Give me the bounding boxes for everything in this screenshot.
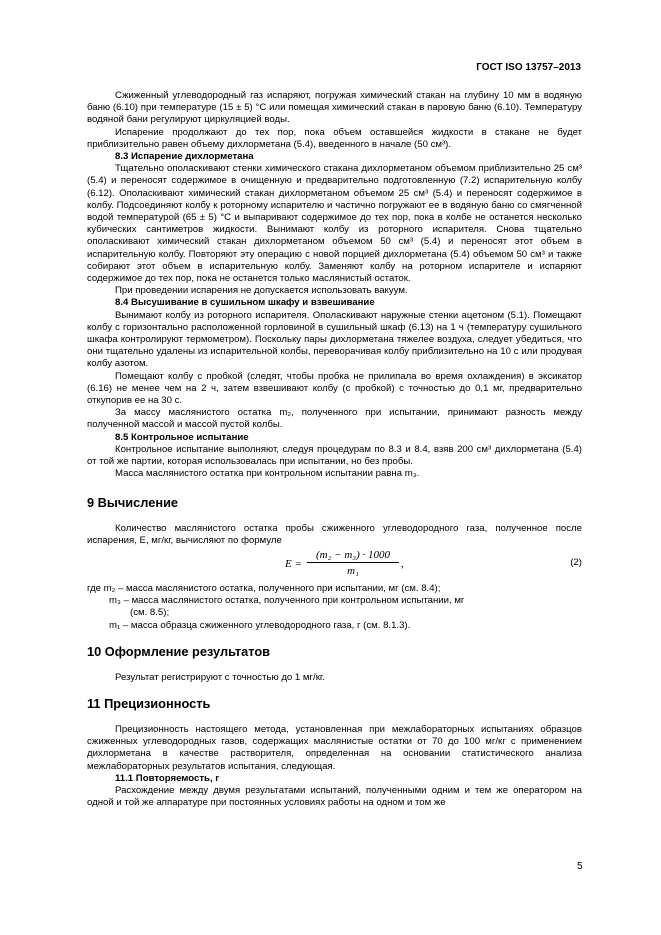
paragraph-10-1: Результат регистрируют с точностью до 1 мг/кг.: [115, 671, 325, 683]
paragraph-8-5-1: Контрольное испытание выполняют, следуя процедурам по 8.3 и 8.4, взяв 200 см³ дихлорметана (5.4) от той же партии, которая использовалась при испытании, но без пробы.: [87, 443, 582, 468]
formula-2: [87, 549, 582, 583]
subsection-8-3-title: 8.3 Испарение дихлорметана: [115, 151, 254, 163]
paragraph-8-4-3: За массу маслянистого остатка m₂, полученного при испытании, принимают разность между полученной массой и массой пустой колбы.: [87, 407, 582, 431]
paragraph-11-1-1: Расхождение между двумя результатами испытаний, полученными одним и тем же оператором на одной и той же аппаратуре при постоянных условиях работы на одном и том же: [87, 784, 582, 809]
paragraph-8-3-1: Тщательно ополаскивают стенки химического стакана дихлорметаном объемом приблизительно 25 см³ (5.4) и переносят содержимое в очищенную и предварительно подготовленную (7.2) испарительную колбу (6.12). Ополаскивают химический стакан дихлорметаном объемом 25 см³ (5.4) и переносят содержимое в колбу. Подсоединяют колбу к роторному испарителю и частично погружают ее в водяную баню со смягченной водой температурой (65 ± 5) °C и выпаривают содержимое до тех пор, пока в колбе не останется несколько кубических сантиметров жидкости. Вынимают колбу из роторного испарителя. Снова тщательно ополаскивают химический стакан дихлорметаном объемом 50 см³ (5.4) и переносят этот объем в испарительную колбу. Повторяют эту операцию с новой порцией дихлорметана (5.4) объемом 50 см³ и также собирают этот объем в испарительную колбу. Заменяют колбу на роторном испарителе и испаряют содержимое до тех пор, пока не останется только маслянистый остаток.: [87, 163, 582, 285]
legend-line-m3: m₃ – масса маслянистого остатка, полученного при контрольном испытании, мг: [109, 595, 465, 607]
subsection-8-4-title: 8.4 Высушивание в сушильном шкафу и взвешивание: [115, 297, 375, 309]
section-11-title: 11 Прецизионность: [87, 695, 211, 711]
section-9-title: 9 Вычисление: [87, 494, 179, 510]
formula-denominator: m₁: [347, 565, 359, 578]
subsection-8-5-title: 8.5 Контрольное испытание: [115, 431, 249, 443]
paragraph-intro-1: Сжиженный углеводородный газ испаряют, погружая химический стакан на глубину 10 мм в водяную баню (6.10) при температуре (15 ± 5) °C или помещая химический стакан в паровую баню (6.10). Температуру водяной бани регулируют циркуляцией воды.: [87, 90, 582, 126]
paragraph-9-1: Количество маслянистого остатка пробы сжиженного углеводородного газа, полученное после испарения, E, мг/кг, вычисляют по формуле: [87, 522, 582, 546]
paragraph-8-4-1: Вынимают колбу из роторного испарителя. Ополаскивают наружные стенки ацетоном (5.1). Помещают колбу с горизонтально расположенной горловиной в сушильный шкаф (6.13) на 1 ч (температуру сушильного шкафа контролируют термометром). Поскольку пары дихлорметана тяжелее воздуха, следует убедиться, что они тщательно удалены из испарительной колбы, переворачивая колбу приблизительно на 10 с или продувая колбу азотом.: [87, 309, 582, 370]
legend-line-m2: где m₂ – масса маслянистого остатка, полученного при испытании, мг (см. 8.4);: [87, 582, 441, 594]
document-header: ГОСТ ISO 13757–2013: [476, 62, 581, 73]
page-number: 5: [577, 861, 583, 872]
formula-legend: [87, 583, 582, 632]
formula-comma: ,: [401, 557, 404, 570]
page-body: [87, 90, 582, 809]
paragraph-intro-2: Испарение продолжают до тех пор, пока объем оставшейся жидкости в стакане не будет приблизительно равен объему дихлорметана (5.4), введенного в начале (50 см³).: [87, 126, 582, 150]
paragraph-8-4-2: Помещают колбу с пробкой (следят, чтобы пробка не прилипала во время охлаждения) в эксикатор (6.16) не менее чем на 2 ч, затем взвешивают колбу (с пробкой) с точностью до 0,1 мг, предварительно откупорив ее на 30 с.: [87, 370, 582, 407]
paragraph-8-3-2: При проведении испарения не допускается использовать вакуум.: [115, 285, 408, 297]
subsection-11-1-title: 11.1 Повторяемость, r: [115, 772, 220, 784]
formula-lhs: E =: [285, 557, 302, 570]
formula-fraction: [307, 549, 399, 577]
formula-number: (2): [570, 556, 582, 568]
legend-line-m1: m₁ – масса образца сжиженного углеводородного газа, г (см. 8.1.3).: [109, 619, 411, 631]
section-10-title: 10 Оформление результатов: [87, 643, 271, 659]
formula-numerator: (m₂ − m₃) · 1000: [307, 549, 399, 563]
paragraph-11-1: Прецизионность настоящего метода, установленная при межлабораторных испытаниях образцов сжиженных углеводородных газов, содержащих маслянистые остатки от 70 до 100 мг/кг с применением дихлорметана в качестве растворителя, определенная на основании статистического анализа межлабораторных результатов испытания, следующая.: [87, 723, 582, 772]
legend-line-m3-ref: (см. 8.5);: [130, 607, 170, 619]
paragraph-8-5-2: Масса маслянистого остатка при контрольном испытании равна m₃.: [115, 468, 420, 480]
